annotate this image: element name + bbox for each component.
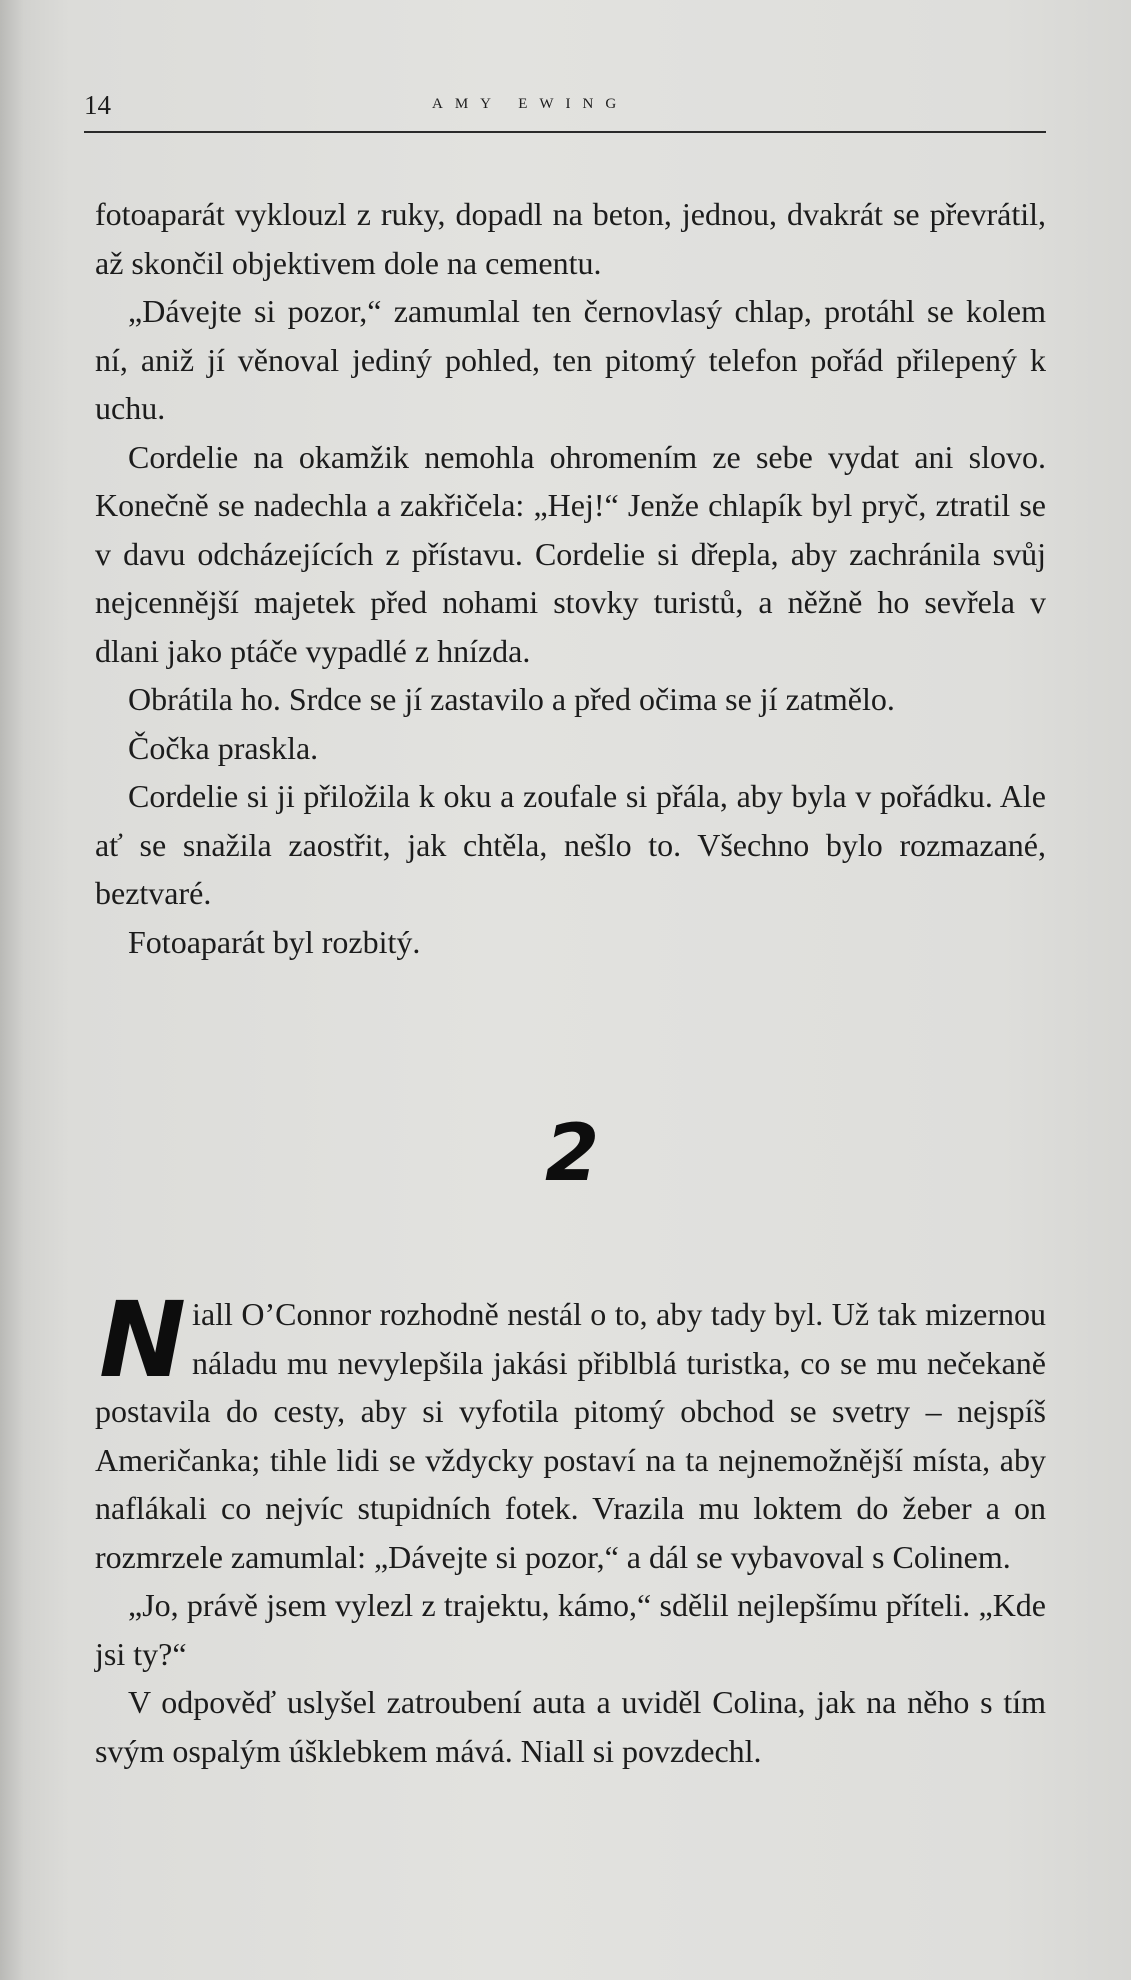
drop-cap: N xyxy=(99,1279,187,1401)
chapter-2-text xyxy=(95,1279,1046,1775)
running-head-author: AMY EWING xyxy=(432,96,629,112)
paragraph: V odpověď uslyšel zatroubení auta a uviděl Colina, jak na něho s tím svým ospalým úšklebkem mává. Niall si povzdechl. xyxy=(95,1684,1046,1769)
paragraph: „Dávejte si pozor,“ zamumlal ten černovlasý chlap, protáhl se kolem ní, aniž jí věnoval jediný pohled, ten pitomý telefon pořád přilepený k uchu. xyxy=(95,293,1046,426)
page-header xyxy=(84,90,1046,124)
paragraph: Cordelie si ji přiložila k oku a zoufale si přála, aby byla v pořádku. Ale ať se snažila zaostřit, jak chtěla, nešlo to. Všechno bylo rozmazané, beztvaré. xyxy=(95,778,1046,911)
paragraph: Cordelie na okamžik nemohla ohromením ze sebe vydat ani slovo. Konečně se nadechla a zakřičela: „Hej!“ Jenže chlapík byl pryč, ztratil se v davu odcházejících z přístavu. Cordelie si dřepla, aby zachránila svůj nejcennější majetek před nohami stovky turistů, a něžně ho sevřela v dlani jako ptáče vypadlé z hnízda. xyxy=(95,438,1046,669)
paragraph: „Jo, právě jsem vylezl z trajektu, kámo,“ sdělil nejlepšímu příteli. „Kde jsi ty?“ xyxy=(95,1587,1046,1672)
header-rule xyxy=(84,131,1046,133)
chapter-opening-paragraph xyxy=(95,1279,1046,1581)
opening-paragraph-text: iall O’Connor rozhodně nestál o to, aby tady byl. Už tak mizernou náladu mu nevylepšila jakási přiblblá turistka, co se mu nečekaně postavila do cesty, aby si vyfotila pitomý obchod se svetry – nejspíš Američanka; tihle lidi se vždycky postaví na ta nejnemožnější místa, aby naflákali co nejvíc stupidních fotek. Vrazila mu loktem do žeber a on rozmrzele zamumlal: „Dávejte si pozor,“ a dál se vybavoval s Colinem. xyxy=(95,1296,1046,1575)
paragraph: Čočka praskla. xyxy=(128,729,319,766)
paragraph: fotoaparát vyklouzl z ruky, dopadl na beton, jednou, dvakrát se převrátil, až skončil objektivem dole na cementu. xyxy=(95,196,1046,281)
paragraph: Obrátila ho. Srdce se jí zastavilo a před očima se jí zatmělo. xyxy=(128,681,895,717)
section-1-text xyxy=(95,190,1046,966)
paragraph: Fotoaparát byl rozbitý. xyxy=(128,923,421,960)
page-number: 14 xyxy=(84,90,111,120)
chapter-number: 2 xyxy=(545,1109,600,1199)
